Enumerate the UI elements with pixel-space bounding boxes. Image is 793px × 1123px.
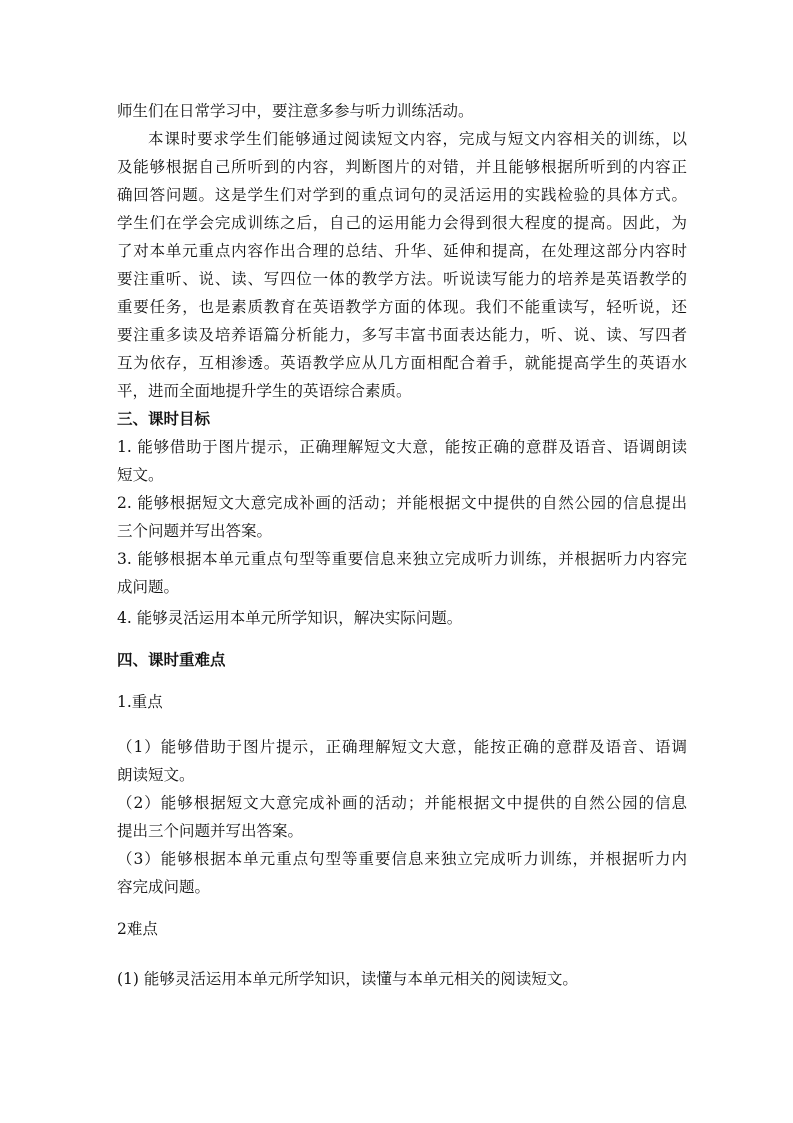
- paragraph-line: 本课时要求学生们能够通过阅读短文内容，完成与短文内容相关的训练，以: [148, 130, 687, 148]
- paragraph-line: 师生们在日常学习中，要注意多参与听力训练活动。: [117, 102, 474, 120]
- key-point-item: 朗读短文。: [117, 766, 195, 784]
- goal-item: 4. 能够灵活运用本单元所学知识，解决实际问题。: [117, 609, 463, 627]
- key-point-item: 容完成问题。: [117, 878, 211, 896]
- paragraph-line: 了对本单元重点内容作出合理的总结、升华、延伸和提高，在处理这部分内容时: [117, 242, 687, 260]
- paragraph-line: 平，进而全面地提升学生的英语综合素质。: [117, 382, 412, 400]
- section-heading: 三、课时目标: [117, 409, 211, 428]
- goal-item: 短文。: [117, 466, 164, 484]
- key-point-item: （1）能够借助于图片提示，正确理解短文大意，能按正确的意群及语音、语调: [117, 738, 687, 756]
- key-point-item: （2）能够根据短文大意完成补画的活动；并能根据文中提供的自然公园的信息: [117, 794, 687, 812]
- paragraph-line: 要注重听、说、读、写四位一体的教学方法。听说读写能力的培养是英语教学的: [117, 270, 687, 288]
- paragraph-line: 重要任务，也是素质教育在英语教学方面的体现。我们不能重读写，轻听说，还: [117, 298, 687, 316]
- paragraph-line: 学生们在学会完成训练之后，自己的运用能力会得到很大程度的提高。因此，为: [117, 214, 687, 232]
- goal-item: 2. 能够根据短文大意完成补画的活动；并能根据文中提供的自然公园的信息提出: [117, 494, 687, 512]
- subsection-label: 2难点: [117, 920, 158, 938]
- paragraph-line: 互为依存，互相渗透。英语教学应从几方面相配合着手，就能提高学生的英语水: [117, 354, 687, 372]
- difficult-point-item: (1) 能够灵活运用本单元所学知识，读懂与本单元相关的阅读短文。: [117, 970, 578, 988]
- section-heading: 四、课时重难点: [117, 650, 226, 669]
- subsection-label: 1.重点: [117, 693, 163, 711]
- key-point-item: 提出三个问题并写出答案。: [117, 822, 304, 840]
- goal-item: 1. 能够借助于图片提示，正确理解短文大意，能按正确的意群及语音、语调朗读: [117, 438, 687, 456]
- paragraph-line: 确回答问题。这是学生们对学到的重点词句的灵活运用的实践检验的具体方式。: [117, 186, 687, 204]
- goal-item: 三个问题并写出答案。: [117, 522, 273, 540]
- paragraph-line: 要注重多读及培养语篇分析能力，多写丰富书面表达能力，听、说、读、写四者: [117, 326, 687, 344]
- paragraph-line: 及能够根据自己所听到的内容，判断图片的对错，并且能够根据所听到的内容正: [117, 158, 687, 176]
- goal-item: 3. 能够根据本单元重点句型等重要信息来独立完成听力训练，并根据听力内容完: [117, 550, 687, 568]
- goal-item: 成问题。: [117, 578, 180, 596]
- key-point-item: （3）能够根据本单元重点句型等重要信息来独立完成听力训练，并根据听力内: [117, 850, 687, 868]
